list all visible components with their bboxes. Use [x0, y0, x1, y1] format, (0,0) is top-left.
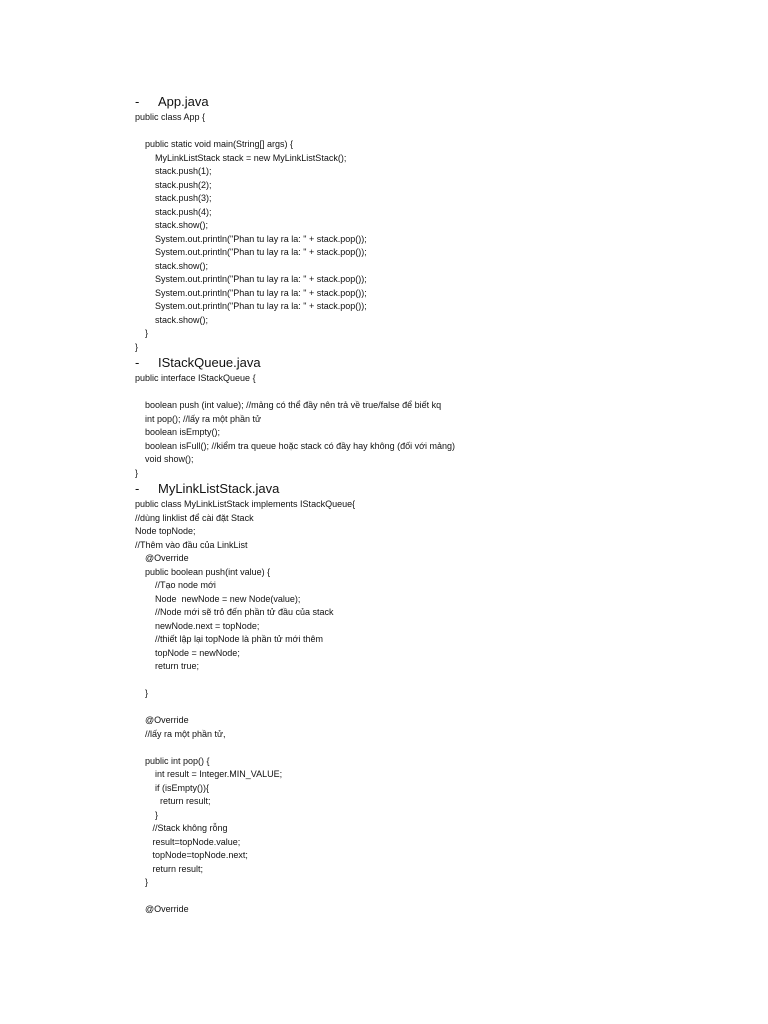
code-line: } [135, 341, 139, 352]
code-block [135, 498, 735, 917]
code-line: stack.push(1); [135, 166, 212, 176]
code-line: public static void main(String[] args) { [135, 139, 294, 149]
code-line: topNode=topNode.next; [135, 850, 248, 860]
code-line [135, 674, 735, 688]
code-line: Node topNode; [135, 526, 196, 536]
code-line: Node newNode = new Node(value); [135, 593, 301, 604]
code-line: topNode = newNode; [135, 647, 240, 658]
code-line: return result; [135, 863, 204, 874]
code-block [135, 111, 735, 354]
code-block [135, 372, 735, 480]
code-line: newNode.next = topNode; [135, 620, 260, 631]
code-line: boolean push (int value); //mảng có thể đầy nên trả về true/false để biết kq [135, 400, 442, 410]
code-line: System.out.println("Phan tu lay ra la: " + stack.pop()); [135, 274, 367, 284]
file-heading [135, 480, 735, 498]
code-line: public class App { [135, 112, 206, 122]
file-title: IStackQueue.java [158, 355, 261, 370]
code-line [135, 701, 735, 715]
file-title: MyLinkListStack.java [158, 481, 280, 496]
code-line: System.out.println("Phan tu lay ra la: " + stack.pop()); [135, 287, 367, 298]
list-dash: - [135, 481, 140, 496]
code-line: stack.show(); [135, 260, 209, 271]
code-line: //Stack không rỗng [135, 823, 228, 833]
code-line: boolean isFull(); //kiểm tra queue hoặc stack có đầy hay không (đối với mảng) [135, 440, 456, 451]
code-line: } [135, 328, 149, 338]
code-line: System.out.println("Phan tu lay ra la: " + stack.pop()); [135, 247, 367, 257]
file-section [135, 93, 735, 354]
code-line: return true; [135, 661, 200, 671]
file-section [135, 480, 735, 917]
code-line: } [135, 877, 149, 887]
code-line: } [135, 688, 149, 698]
document-body [135, 93, 735, 917]
code-line: @Override [135, 904, 189, 914]
code-line: public class MyLinkListStack implements IStackQueue{ [135, 499, 356, 509]
code-line [135, 741, 735, 755]
code-line [135, 125, 735, 139]
code-line: public int pop() { [135, 755, 210, 766]
code-line: //Node mới sẽ trỏ đến phần tử đầu của stack [135, 607, 334, 617]
code-line [135, 386, 735, 400]
code-line: System.out.println("Phan tu lay ra la: " + stack.pop()); [135, 301, 367, 311]
code-line: System.out.println("Phan tu lay ra la: " + stack.pop()); [135, 233, 367, 244]
code-line: @Override [135, 553, 189, 563]
code-line: } [135, 467, 139, 478]
code-line: stack.push(3); [135, 193, 212, 203]
code-line: //thiết lập lại topNode là phần tử mới thêm [135, 634, 324, 644]
list-dash: - [135, 355, 140, 370]
code-line [135, 890, 735, 904]
code-line: @Override [135, 715, 189, 725]
code-line: stack.show(); [135, 314, 209, 325]
code-line: } [135, 809, 159, 820]
code-line: stack.push(4); [135, 206, 212, 217]
code-line: boolean isEmpty(); [135, 427, 221, 437]
code-line: MyLinkListStack stack = new MyLinkListStack(); [135, 152, 347, 163]
code-line: //lấy ra một phần tử, [135, 728, 226, 739]
code-line: if (isEmpty()){ [135, 782, 210, 793]
code-line: //dùng linklist để cài đặt Stack [135, 512, 254, 523]
file-heading [135, 93, 735, 111]
code-line: //Thêm vào đầu của LinkList [135, 539, 248, 550]
code-line: void show(); [135, 454, 194, 464]
code-line: stack.show(); [135, 220, 209, 230]
list-dash: - [135, 94, 140, 109]
code-line: result=topNode.value; [135, 836, 241, 847]
file-title: App.java [158, 94, 209, 109]
code-line: return result; [135, 796, 211, 806]
code-line: //Tạo node mới [135, 580, 216, 590]
code-line: int pop(); //lấy ra một phần tử [135, 413, 262, 424]
code-line: public boolean push(int value) { [135, 566, 271, 577]
code-line: int result = Integer.MIN_VALUE; [135, 769, 283, 779]
code-line: public interface IStackQueue { [135, 373, 256, 383]
file-section [135, 354, 735, 480]
file-heading [135, 354, 735, 372]
code-line: stack.push(2); [135, 179, 212, 190]
